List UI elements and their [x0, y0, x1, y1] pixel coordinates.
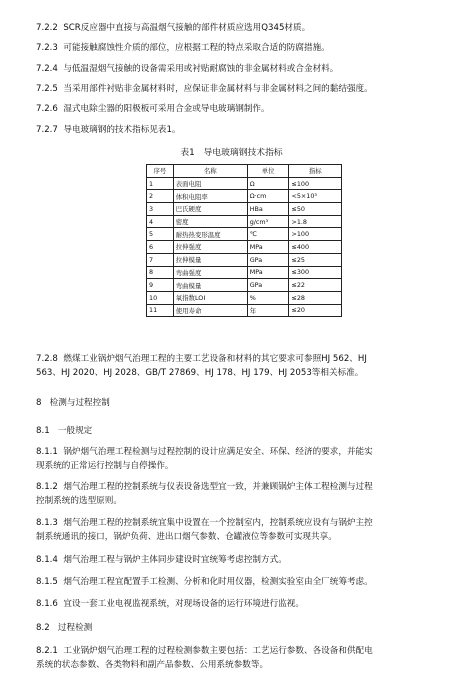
value-cell: <5×10³: [289, 190, 342, 203]
value-cell: ≤28: [289, 291, 342, 304]
clause-text: SCR反应器中直接与高温烟气接触的部件材质应选用Q345材质。: [63, 23, 311, 33]
table-row: [147, 304, 342, 317]
table-title: 表1 导电玻璃钢技术指标: [180, 148, 283, 158]
paragraph-7-2-5: [36, 83, 373, 95]
table-row: [147, 203, 342, 216]
table-row: [147, 279, 342, 292]
paragraph-8-1-5: [36, 576, 373, 588]
paragraph-8-2-1-continued: 系统的状态参数、各类物料和副产品参数、公用系统参数等。: [36, 660, 269, 670]
row-number-cell: 7: [147, 253, 174, 266]
clause-number: 8.2.1: [36, 646, 58, 656]
clause-number: 8.1.1: [36, 447, 58, 457]
row-number-cell: 10: [147, 291, 174, 304]
row-number-cell: 9: [147, 279, 174, 292]
unit-cell: ℃: [247, 228, 289, 241]
unit-cell: g/cm³: [247, 215, 289, 228]
clause-text: 工业锅炉烟气治理工程的过程检测参数主要包括：工艺运行参数、各设备和供配电: [63, 646, 373, 656]
clause-number: 7.2.5: [36, 84, 58, 94]
paragraph-7-2-2: [36, 22, 310, 34]
table-row: [147, 291, 342, 304]
table-header-row: [147, 165, 342, 178]
clause-text: 湿式电除尘器的阳极板可采用合金或导电玻璃钢制作。: [63, 104, 270, 114]
row-number-cell: 5: [147, 228, 174, 241]
unit-cell: HBa: [247, 203, 289, 216]
value-cell: ≤20: [289, 304, 342, 317]
clause-number: 7.2.7: [36, 125, 58, 135]
table-row: [147, 190, 342, 203]
paragraph-7-2-8-continued: 563、HJ 2020、HJ 2028、GB/T 27869、HJ 178、HJ 179、HJ 2053等相关标准。: [36, 368, 364, 378]
clause-text: 可能接触腐蚀性介质的部位，应根据工程的特点采取合适的防腐措施。: [63, 43, 330, 53]
section-title: 检测与过程控制: [49, 398, 110, 408]
table-row: [147, 215, 342, 228]
clause-number: 7.2.3: [36, 43, 58, 53]
header-cell: 单位: [247, 165, 289, 178]
clause-number: 8.1.2: [36, 482, 58, 492]
clause-number: 7.2.2: [36, 23, 58, 33]
row-number-cell: 4: [147, 215, 174, 228]
unit-cell: Ω: [247, 177, 289, 190]
clause-text: 锅炉烟气治理工程检测与过程控制的设计应满足安全、环保、经济的要求，并能实: [63, 447, 373, 457]
clause-text: 烟气治理工程宜配置手工检测、分析和化时用仪器，检测实验室由全厂统筹考虑。: [63, 577, 373, 587]
paragraph-7-2-3: [36, 42, 330, 54]
clause-text: 宜设一套工业电视监视系统，对现场设备的运行环境进行监视。: [63, 599, 304, 609]
clause-text: 燃煤工业锅炉烟气治理工程的主要工艺设备和材料的其它要求可参照HJ 562、HJ: [63, 354, 367, 364]
clause-number: 7.2.8: [36, 354, 58, 364]
value-cell: ≤400: [289, 241, 342, 254]
value-cell: ≤100: [289, 177, 342, 190]
row-number-cell: 3: [147, 203, 174, 216]
header-cell: 序号: [147, 165, 174, 178]
parameter-name-cell: 耐热热变形温度: [173, 228, 247, 241]
paragraph-8-1-2: [36, 481, 373, 493]
section-heading-8-1: [36, 425, 92, 437]
section-number: 8: [36, 398, 42, 408]
parameter-name-cell: 氧指数LOI: [173, 291, 247, 304]
row-number-cell: 11: [147, 304, 174, 317]
paragraph-7-2-6: [36, 103, 270, 115]
parameter-name-cell: 弯曲模量: [173, 279, 247, 292]
paragraph-7-2-8: [36, 353, 367, 365]
parameter-name-cell: 巴氏硬度: [173, 203, 247, 216]
unit-cell: 年: [247, 304, 289, 317]
unit-cell: Ω·cm: [247, 190, 289, 203]
clause-number: 8.1.6: [36, 599, 58, 609]
value-cell: ≤25: [289, 253, 342, 266]
clause-number: 8.1.3: [36, 518, 58, 528]
parameter-name-cell: 表面电阻: [173, 177, 247, 190]
unit-cell: GPa: [247, 253, 289, 266]
table-row: [147, 241, 342, 254]
section-number: 8.1: [36, 426, 50, 436]
spec-table: [146, 164, 342, 317]
table-row: [147, 228, 342, 241]
clause-number: 7.2.6: [36, 104, 58, 114]
table-row: [147, 177, 342, 190]
table-row: [147, 253, 342, 266]
section-heading-8: [36, 397, 110, 409]
clause-number: 8.1.5: [36, 577, 58, 587]
parameter-name-cell: 拉伸模量: [173, 253, 247, 266]
value-cell: >1.8: [289, 215, 342, 228]
row-number-cell: 8: [147, 266, 174, 279]
row-number-cell: 1: [147, 177, 174, 190]
clause-text: 烟气治理工程与锅炉主体同步建设时宜统筹考虑控制方式。: [63, 555, 287, 565]
clause-number: 8.1.4: [36, 555, 58, 565]
value-cell: >100: [289, 228, 342, 241]
paragraph-8-1-3-continued: 制系统通讯的接口，锅炉负荷、进出口烟气参数、仓罐液位等参数可实现共享。: [36, 532, 337, 542]
header-cell: 指标: [289, 165, 342, 178]
value-cell: ≤50: [289, 203, 342, 216]
section-title: 过程检测: [57, 623, 93, 633]
header-cell: 名称: [173, 165, 247, 178]
value-cell: ≤22: [289, 279, 342, 292]
paragraph-8-1-2-continued: 控制系统的选型原则。: [36, 496, 122, 506]
paragraph-8-1-1: [36, 446, 373, 458]
clause-text: 当采用部件衬贴非金属材料时，应保证非金属材料与非金属材料之间的黏结强度。: [63, 84, 373, 94]
parameter-name-cell: 使用寿命: [173, 304, 247, 317]
section-number: 8.2: [36, 623, 50, 633]
parameter-name-cell: 密度: [173, 215, 247, 228]
paragraph-7-2-4: [36, 63, 338, 75]
clause-text: 导电玻璃钢的技术指标见表1。: [63, 125, 181, 135]
table-row: [147, 266, 342, 279]
paragraph-7-2-7: [36, 124, 181, 136]
paragraph-8-2-1: [36, 645, 373, 657]
parameter-name-cell: 弯曲强度: [173, 266, 247, 279]
row-number-cell: 6: [147, 241, 174, 254]
clause-text: 烟气治理工程的控制系统宜集中设置在一个控制室内，控制系统应设有与锅炉主控: [63, 518, 373, 528]
value-cell: ≤300: [289, 266, 342, 279]
parameter-name-cell: 拉伸强度: [173, 241, 247, 254]
unit-cell: MPa: [247, 241, 289, 254]
clause-number: 7.2.4: [36, 64, 58, 74]
section-heading-8-2: [36, 622, 92, 634]
parameter-name-cell: 体积电阻率: [173, 190, 247, 203]
paragraph-8-1-1-continued: 现系统的正常运行控制与自停操作。: [36, 461, 174, 471]
table-body: [147, 177, 342, 317]
clause-text: 烟气治理工程的控制系统与仪表设备选型宜一致，并兼顾锅炉主体工程检测与过程: [63, 482, 373, 492]
section-title: 一般规定: [57, 426, 93, 436]
paragraph-8-1-4: [36, 554, 287, 566]
paragraph-8-1-6: [36, 598, 304, 610]
paragraph-8-1-3: [36, 517, 373, 529]
row-number-cell: 2: [147, 190, 174, 203]
unit-cell: GPa: [247, 279, 289, 292]
clause-text: 与低温湿烟气接触的设备需采用或衬贴耐腐蚀的非金属材料或合金材料。: [63, 64, 339, 74]
unit-cell: %: [247, 291, 289, 304]
unit-cell: MPa: [247, 266, 289, 279]
